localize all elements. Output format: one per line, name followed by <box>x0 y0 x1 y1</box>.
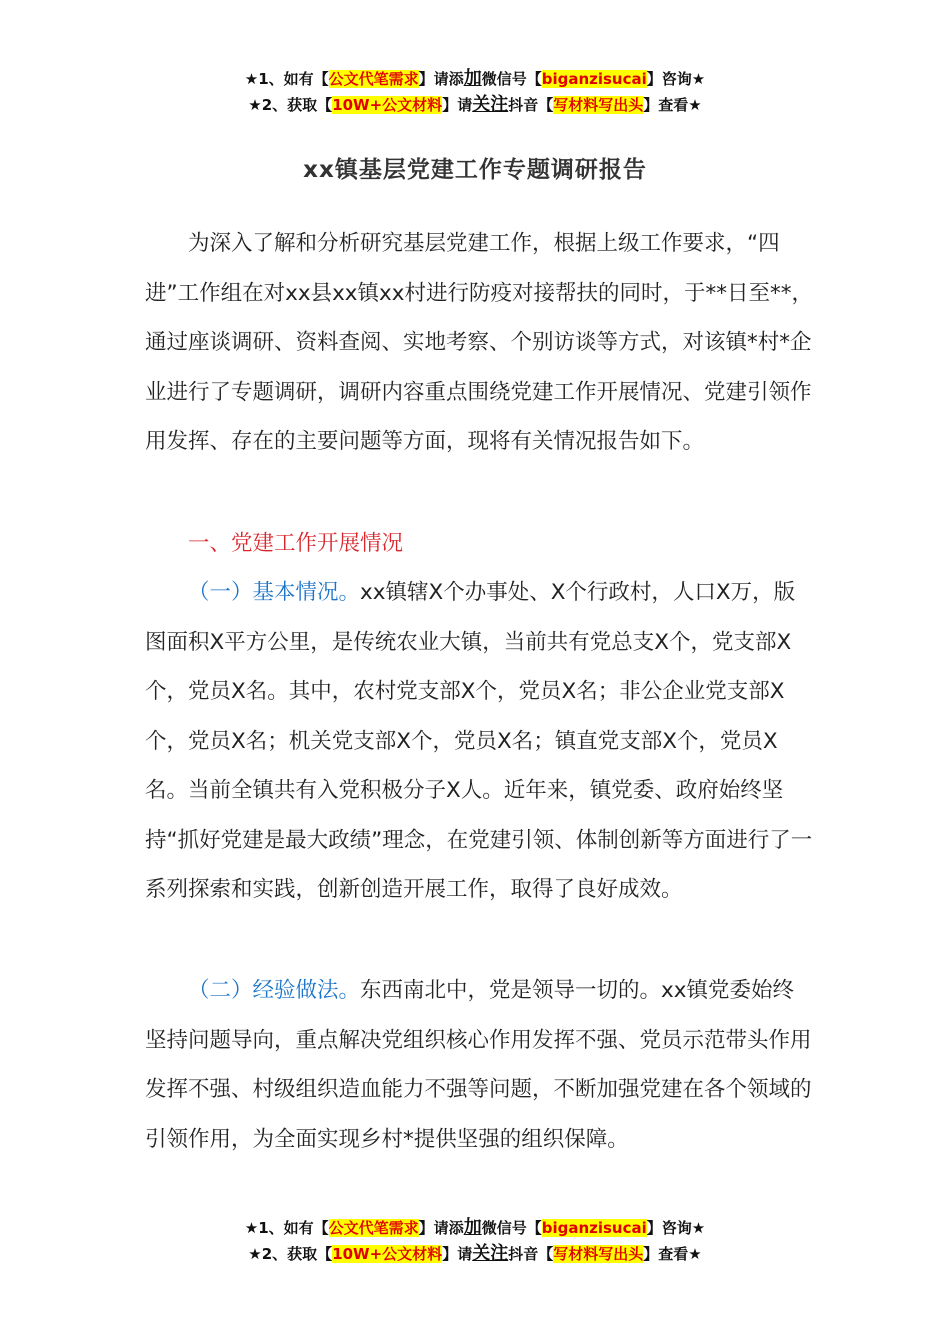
basic-situation-paragraph <box>145 568 815 915</box>
promo-text: ★1、如有【 <box>244 1219 329 1237</box>
promo-text: ★2、获取【 <box>248 1245 333 1263</box>
promo-text: 】咨询★ <box>646 70 706 88</box>
promo-text: 抖音【 <box>508 1245 554 1263</box>
document-title: xx镇基层党建工作专题调研报告 <box>303 157 647 183</box>
intro-paragraph: 为深入了解和分析研究基层党建工作，根据上级工作要求，“四进”工作组在对xx县xx镇xx村进行防疫对接帮扶的同时，于**日至**，通过座谈调研、资料查阅、实地考察、个别访谈等方式，对该镇*村*企业进行了专题调研，调研内容重点围绕党建工作开展情况、党建引领作用发挥、存在的主要问题等方面，现将有关情况报告如下。 <box>145 231 813 454</box>
promo-wechat-id: biganzisucai <box>541 1219 647 1237</box>
promo-highlight: 公文代笔需求 <box>328 70 419 88</box>
subsection-heading: （一）基本情况。 <box>188 580 361 605</box>
promo-text: 】请添 <box>418 70 464 88</box>
promo-line-1 <box>0 1215 950 1241</box>
promo-text: 】请 <box>442 96 473 114</box>
subsection-heading: （二）经验做法。 <box>188 978 361 1003</box>
promo-wechat-id: biganzisucai <box>541 70 647 88</box>
promo-banner-top <box>0 66 950 118</box>
promo-douyin-id: 写材料写出头 <box>553 96 644 114</box>
promo-text: 抖音【 <box>508 96 554 114</box>
promo-emphasis: 关注 <box>472 94 509 115</box>
promo-emphasis: 加 <box>463 68 482 89</box>
promo-text: 】查看★ <box>643 96 702 114</box>
promo-text: 】请 <box>442 1245 473 1263</box>
subsection-text: 东西南北中，党是领导一切的。xx镇党委始终坚持问题导向，重点解决党组织核心作用发挥不强、党员示范带头作用发挥不强、村级组织造血能力不强等问题，不断加强党建在各个领域的引领作用，为全面实现乡村*提供坚强的组织保障。 <box>145 978 812 1152</box>
promo-highlight: 10W+公文材料 <box>332 96 443 114</box>
promo-line-2 <box>0 92 950 118</box>
promo-text: 】查看★ <box>643 1245 702 1263</box>
experience-section <box>145 966 815 1164</box>
basic-situation-section <box>145 568 815 915</box>
promo-highlight: 公文代笔需求 <box>328 1219 419 1237</box>
promo-emphasis: 加 <box>463 1217 482 1238</box>
promo-line-2 <box>0 1241 950 1267</box>
promo-text: 微信号【 <box>481 70 542 88</box>
promo-emphasis: 关注 <box>472 1243 509 1264</box>
promo-douyin-id: 写材料写出头 <box>553 1245 644 1263</box>
intro-section <box>145 219 815 467</box>
promo-text: ★1、如有【 <box>244 70 329 88</box>
subsection-text: xx镇辖X个办事处、X个行政村，人口X万，版图面积X平方公里，是传统农业大镇，当前共有党总支X个，党支部X个，党员X名。其中，农村党支部X个，党员X名；非公企业党支部X个，党员X名；机关党支部X个，党员X名；镇直党支部X个，党员X名。当前全镇共有入党积极分子X人。近年来，镇党委、政府始终坚持“抓好党建是最大政绩”理念，在党建引领、体制创新等方面进行了一系列探索和实践，创新创造开展工作，取得了良好成效。 <box>145 580 813 902</box>
promo-line-1 <box>0 66 950 92</box>
promo-highlight: 10W+公文材料 <box>332 1245 443 1263</box>
promo-text: 】请添 <box>418 1219 464 1237</box>
experience-paragraph <box>145 966 815 1164</box>
promo-text: 】咨询★ <box>646 1219 706 1237</box>
promo-banner-bottom <box>0 1215 950 1267</box>
section-heading: 一、党建工作开展情况 <box>188 531 404 556</box>
promo-text: 微信号【 <box>481 1219 542 1237</box>
promo-text: ★2、获取【 <box>248 96 333 114</box>
section-heading-container <box>145 519 815 569</box>
